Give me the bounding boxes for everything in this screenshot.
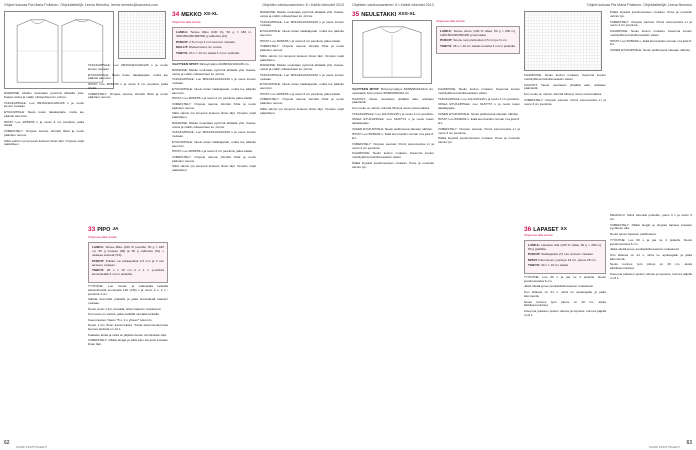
mekko-variant: XS-XL [203, 12, 218, 18]
pipo-title [88, 226, 168, 234]
nt-p-3: TAKAKAPPALE: Luo 121/133/145 s ja neulo 4 cm joustinta. [352, 111, 434, 116]
lapaset-mitat: Kämmenen ympärys 19 cm, pituus 25 cm. [538, 257, 597, 262]
nt-p-9: Päätä löysästi joustinneuleen mukaan. Pese ja muotoile valmis työ. [352, 160, 434, 169]
lap-c2-8: Kavenna jokaisen puikon alussa ja lopussa, kunnes jäljellä on 8 s. [610, 271, 692, 280]
left-col-2 [88, 64, 168, 222]
left-page-number: 62 [4, 440, 10, 446]
mekko-rakenne-text: RAKENNE: Mekko neulotaan pyörönä alhaalta ylös. Kaava-ositus ja mallin mittasuhteet ks. piirros. [4, 92, 84, 99]
mekko-p-11: VIIMEISTELY: Ompele sauma, kiinnitä hihat ja neulo pääntien reunus. [172, 154, 256, 163]
mekko-c4-8: TAKAKAPPALE: Luo 98/104/110/120/128 s ja neulo kuvion mukaan. [260, 72, 344, 81]
lap-p-3: Kun kiilassa on 21 s, siirrä ne apulangalle ja jatka kämmentä. [524, 290, 606, 298]
lapaset-variant: XX [560, 227, 567, 233]
nt-c2-5: HIHAT: Luo 56/60/64 s, lisää kummankin reunan s:ia joka 8. krs. [438, 117, 520, 126]
mekko-silita-text: Silitä valmis työ kevyesti kostean liinan läpi. Ompele napit paikoilleen. [4, 138, 84, 147]
mekko-p-3: ETUKAPPALE: Neulo kuten takakappale, mutta tee pääntie aiemmin. [172, 86, 256, 95]
pipo-paragraph-7: Katkaise lanka ja vedä se jäljellä olevien silmukoiden läpi. [88, 332, 167, 337]
lap-c2-3: Neulo toinen lapanen peilikuvana. [610, 232, 657, 236]
mekko-section: 34 MEKKO XS-XL Ohjekuva tältä sivulta LANKA: Tentee Miko (100 %), 50 g = 180 m, 300/350/400/450/500 g valkoista (01). PUIKOT: 2,5 mm ja 3 mm tai koon mukaan. MALLIT: Rivikerrokset, ks. kuviot. TIHEYS: 23 s = 10 cm sileää 3 mm:n puikoilla. VAATTEEN MITAT: Rintaympärys 82/88/94/100/108 cm. RAKENNE: Mekko neulotaan pyörönä alhaalta ylös. Kaava-ositus ja mallin mittasuhteet ks. piirros. TAKAKAPPALE: Luo 98/104/110/120/128 s ja neulo kuvion mukaan. ETUKAPPALE: Neulo kuten takakappale, mutta tee pääntie aiemmin. HIHAT: Luo 48/52/56 s ja neulo 6 cm joustinta, jatka sileää. VIIMEISTELY: Ompele sauma, kiinnitä hihat ja neulo pääntien reunus. Silitä valmis työ kevyesti kostean liinan läpi. Ompele napit paikoilleen. RAKENNE: Mekko neulotaan pyörönä alhaalta ylös. Kaava-ositus ja mallin mittasuhteet ks. piirros. TAKAKAPPALE: Luo 98/104/110/120/128 s ja neulo kuvion mukaan. ETUKAPPALE: Neulo kuten takakappale, mutta tee pääntie aiemmin. HIHAT: Luo 48/52/56 s ja neulo 6 cm joustinta, jatka sileää. VIIMEISTELY: Ompele sauma, kiinnitä hihat ja neulo pääntien reunus. Silitä valmis työ kevyesti kostean liinan läpi. Ompele napit paikoilleen. [172, 11, 256, 173]
pipo-paragraph-5: Kavennukset: Neulo *8 s, 2 o yhteen* koko krs. [88, 317, 153, 322]
mekko-label: Ohjekuva tältä sivulta [172, 20, 201, 25]
pipo-paragraph-8: VIIMEISTELY: Päätä langat ja silitä pipo kevyesti kostean liinan läpi. [88, 338, 168, 347]
lap-c2-6: Kun kiilassa on 21 s, siirrä ne apulangalle ja jatka kämmentä. [610, 252, 692, 261]
neuletakki-number: 35 [352, 11, 360, 18]
lap-p-1: TYÖOHJE: Luo 60 s ja jaa ne 4 puikolle. Neulo joustinneuletta 6 cm. [524, 274, 606, 283]
neuletakki-label: Ohjekuva tältä sivulta [436, 20, 465, 23]
right-col-2 [438, 88, 520, 438]
left-header-right: Ohjeiden valokuvaaminen: 8 • Kaikki oikeudet 2013 [262, 3, 344, 7]
yoke-chart-diagram [524, 11, 602, 71]
lap-c2-7: Neulo kunnes työn pituus on 20 cm, aloita kärkikavennukset. [610, 262, 692, 271]
nt-c2-7: Päätä löysästi joustinneuleen mukaan. Pese ja muotoile valmis työ. [438, 136, 520, 145]
nt-p-1: KAAVIOT: Neule neulotaan ylhäältä alas, aloittaen pääntieltä. [352, 96, 434, 105]
left-footer [0, 440, 348, 450]
pipo-paragraph-1: TYÖOHJE: Luo musta- ja valkoisalla lankalla kaksivärisellä luomisella 120 (136) s ja neulo 2 o, 2 n -joustinta 4 cm. [88, 283, 168, 296]
lapaset-lanka: Lankava Ulla (100 % villaa, 50 g = 200 m), 50 g grafiittia. [528, 242, 602, 251]
neuletakki-lanka: Tentee Verso (100 % villaa, 50 g = 200 m), 100/150/200/250/300 g harmaata. [440, 28, 517, 37]
pipo-paragraph-3: Neulo ensin 1 krs mustalla, sitten kaavion mukaisesti. [88, 306, 162, 311]
lap-p-4: Neulo kunnes työn pituus on 20 cm, aloita kärkikavennukset. [524, 299, 606, 308]
right-col-3 [524, 74, 606, 224]
lapaset-title-text: LAPASET [533, 226, 559, 233]
nt-p-2: Kun neule on valmis, kiinnitä hihat ja neulo etureunalista. [352, 106, 430, 110]
neuletakki-tiheys: 28 s = 10 cm sileää neuletta 3 mm:n puikoilla. [453, 43, 516, 48]
mekko-c4-7: RAKENNE: Mekko neulotaan pyörönä alhaalta ylös. Kaava-ositus ja mallin mittasuhteet ks. piirros. [260, 63, 344, 71]
mekko-p-6: Silitä valmis työ kevyesti kostean liinan läpi. Ompele napit paikoilleen. [172, 111, 256, 120]
mekko-mallit: Rivikerrokset, ks. kuviot. [188, 45, 223, 50]
neuletakki-info-box: LANKA: Tentee Verso (100 % villaa, 50 g = 200 m), 100/150/200/250/300 g harmaata. PUIKOT: Suora- tai pyöröpuikot 2,5 mm ja 3 mm. TIHEYS: 28 s = 10 cm sileää neuletta 3 mm:n puikoilla. [436, 26, 520, 55]
nt-c3-2: KAAVIOT: Neule neulotaan ylhäältä alas, aloittaen pääntieltä. [524, 82, 606, 91]
nt-c4-4: HIHAT: Luo 56/60/64 s, lisää kummankin reunan s:ia joka 8. krs. [610, 38, 692, 47]
mekko-c4-9: ETUKAPPALE: Neulo kuten takakappale, mutta tee pääntie aiemmin. [260, 82, 344, 90]
left-footer-label: SUURI KÄSITYÖLEHTI [16, 446, 47, 449]
nt-c3-4: VIIMEISTELY: Ompele saumat. Poimi etureunoista s:t ja neulo 3 cm joustinta. [524, 97, 606, 106]
mekko-viimeistely-text: VIIMEISTELY: Ompele sauma, kiinnitä hihat ja neulo pääntien reunus. [4, 129, 84, 137]
mekko-p-7: RAKENNE: Mekko neulotaan pyörönä alhaalta ylös. Kaava-ositus ja mallin mittasuhteet ks. piirros. [172, 120, 256, 129]
right-page [348, 0, 696, 450]
left-page-header [0, 1, 348, 9]
pipo-number: 33 [88, 226, 96, 233]
pipo-paragraph-6: Neulo 1 krs ilman kavennuksia. Toista kavennuskerrosta kunnes puikolla on 12 s. [88, 323, 168, 332]
pipo-variant: JA [112, 227, 119, 233]
mekko-c4-12: Silitä valmis työ kevyesti kostean liinan läpi. Ompele napit paikoilleen. [260, 106, 344, 115]
right-col-4 [610, 11, 692, 211]
mekko-p-10: HIHAT: Luo 48/52/56 s ja neulo 6 cm joustinta, jatka sileää. [172, 149, 253, 154]
mekko-p-4: HIHAT: Luo 48/52/56 s ja neulo 6 cm joustinta, jatka sileää. [172, 96, 253, 101]
neuletakki-puikot: Suora- tai pyöröpuikot 2,5 mm ja 3 mm. [453, 38, 508, 43]
mekko-puikot: 2,5 mm ja 3 mm tai koon mukaan. [189, 39, 236, 44]
nt-c2-3: OIKEA ETUKAPPALE: Luo 61/67/73 s ja neulo kuten takakappale. [438, 102, 520, 110]
mekko-title [172, 11, 256, 19]
pipo-puikot: Puikko- tai sukkapuikot 2,5 mm ja 3 mm tai koon mukaan. [92, 258, 164, 267]
mekko-p-12: Silitä valmis työ kevyesti kostean liinan läpi. Ompele napit paikoilleen. [172, 164, 256, 173]
pipo-label: Ohjekuva tältä sivulta [88, 235, 117, 240]
mekko-repeat-1: TAKAKAPPALE: Luo 98/104/110/120/128 s ja neulo kuvion mukaan. [88, 64, 168, 71]
nt-c4-3: KAARROKE: Neulo kuvion mukaan. Kavenna kuvion merkityillä kerroksilla tasaisin välein. [610, 29, 692, 37]
mekko-p-5: VIIMEISTELY: Ompele sauma, kiinnitä hihat ja neulo pääntien reunus. [172, 101, 256, 110]
nt-c3-1: KAARROKE: Neulo kuvion mukaan. Kavenna kuvion merkityillä kerroksilla tasaisin välein. [524, 74, 606, 81]
lap-c2-5: Jatka sileää ja tee peukalokiila kaavion mukaisesti. [610, 247, 680, 252]
nt-c4-5: VASEN ETUKAPPALE: Neulo peilikuvana oikeaan nähden. [610, 48, 692, 52]
lapaset-info-box: LANKA: Lankava Ulla (100 % villaa, 50 g = 200 m), 50 g grafiittia. PUIKOT: Sukkapuikot 2,5 mm tai koon mukaan. MITAT: Kämmenen ympärys 19 cm, pituus 25 cm. TIHEYS: 30 s = 10 cm sileää. [524, 240, 606, 274]
lapaset-number: 36 [524, 226, 532, 233]
nt-p-5: VASEN ETUKAPPALE: Neulo peilikuvana oikeaan nähden. [352, 126, 434, 131]
neuletakki-mitat: Rinnanympärys 84/88/96/104/112 cm, neuletakin koko pituus 56/58/60/62/64 cm. [352, 88, 434, 95]
nt-p-7: VIIMEISTELY: Ompele saumat. Poimi etureunoista s:t ja neulo 3 cm joustinta. [352, 141, 434, 150]
nt-c2-4: VASEN ETUKAPPALE: Neulo peilikuvana oikeaan nähden. [438, 111, 520, 116]
mekko-repeat-3: HIHAT: Luo 48/52/56 s ja neulo 6 cm joustinta, jatka sileää. [88, 82, 168, 90]
neuletakki-info [436, 20, 520, 84]
lap-c2-2: VIIMEISTELY: Päätä langat ja pingota lapaset kostean pyyhkeen alla. [610, 222, 692, 231]
mekko-p-9: ETUKAPPALE: Neulo kuten takakappale, mutta tee pääntie aiemmin. [172, 139, 256, 148]
pipo-tiheys: 28 s = 10 cm 2 o 1 n -joustinta kuviosileällä 3 mm:n puikoilla. [92, 268, 164, 277]
lap-p-5: Kavenna jokaisen puikon alussa ja lopussa, kunnes jäljellä on 8 s. [524, 309, 606, 317]
neuletakki-title-text: NEULETAKKI [361, 11, 397, 18]
mekko-etukappale-text: ETUKAPPALE: Neulo kuten takakappale, mutta tee pääntie aiemmin. [4, 110, 84, 118]
right-page-number: 63 [686, 440, 692, 446]
pipo-paragraph-2: Vaihda isommille puikoille ja jatka kuviosileää kaavion mukaan. [88, 297, 168, 305]
mekko-c4-6: Silitä valmis työ kevyesti kostean liinan läpi. Ompele napit paikoilleen. [260, 53, 344, 62]
right-page-header [348, 1, 696, 9]
pipo-paragraph-4: Kun kuvio on valmis, jatka pelkällä mustalla lankalla. [88, 312, 160, 317]
left-col-4 [260, 11, 344, 438]
mekko-repeat-2: ETUKAPPALE: Neulo kuten takakappale, mutta tee pääntie aiemmin. [88, 72, 168, 81]
right-header-right: Ohjeet kokoaa Pia Maria Pollanen. Ohjekäsittelijä: Leena Nemeko [586, 3, 692, 7]
right-header-left: Ohjeiden valokuvaaminen: 8 • Kaikki oikeudet 2013 [352, 3, 434, 7]
nt-p-8: KAARROKE: Neulo kuvion mukaan. Kavenna kuvion merkityillä kerroksilla tasaisin välein. [352, 151, 434, 160]
lapaset-col-2 [610, 214, 692, 438]
pipo-info-box: LANKA: Tentee Miko (100 % puuvilla, 50 g = 180 m), 50 g mustaa (99) ja 50 g valkoista (01) + vaaleaa sininetä (XS). PUIKOT: Puikko- tai sukkapuikot 2,5 mm ja 3 mm tai koon mukaan. TIHEYS: 28 s = 10 cm 2 o 1 n -joustinta kuviosileällä 3 mm:n puikoilla. [88, 242, 168, 282]
mekko-number: 34 [172, 11, 180, 18]
right-footer-label: SUURI KÄSITYÖLEHTI [649, 446, 680, 449]
lapaset-label: Ohjekuva tältä sivulta [524, 234, 553, 237]
lapaset-tiheys: 30 s = 10 cm sileää. [541, 263, 569, 268]
lapaset-col-1 [524, 234, 606, 438]
nt-c4-1: Päätä löysästi joustinneuleen mukaan. Pese ja muotoile valmis työ. [610, 11, 692, 18]
mekko-lanka: Tentee Miko (100 %), 50 g = 180 m, 300/350/400/450/500 g valkoista (01). [176, 30, 252, 39]
neuletakki-variant: XXS-XL [398, 12, 416, 18]
mekko-p-8: TAKAKAPPALE: Luo 98/104/110/120/128 s ja neulo kuvion mukaan. [172, 130, 256, 139]
mekko-c4-1: RAKENNE: Mekko neulotaan pyörönä alhaalta ylös. Kaava-ositus ja mallin mittasuhteet ks. piirros. [260, 11, 344, 18]
pipo-section [88, 226, 168, 438]
nt-c4-2: VIIMEISTELY: Ompele saumat. Poimi etureunoista s:t ja neulo 3 cm joustinta. [610, 19, 692, 28]
neuletakki-title [352, 11, 522, 19]
mekko-mitat: Rintaympärys 82/88/94/100/108 cm. [199, 62, 250, 67]
mekko-takakappale-text: TAKAKAPPALE: Luo 98/104/110/120/128 s ja neulo kuvion mukaan. [4, 100, 84, 109]
lap-p-2: Jatka sileää ja tee peukalokiila kaavion mukaisesti. [524, 284, 594, 289]
mekko-hihat-text: HIHAT: Luo 48/52/56 s ja neulo 6 cm joustinta, jatka sileää. [4, 119, 84, 128]
pipo-lanka: Tentee Miko (100 % puuvilla, 50 g = 180 m), 50 g mustaa (99) ja 50 g valkoista (01) + vaaleaa sininetä (XS). [92, 245, 165, 258]
lapaset-puikot: Sukkapuikot 2,5 mm tai koon mukaan. [541, 252, 594, 257]
mekko-repeat-4: VIIMEISTELY: Ompele sauma, kiinnitä hihat ja neulo pääntien reunus. [88, 91, 168, 100]
mekko-c4-10: HIHAT: Luo 48/52/56 s ja neulo 6 cm joustinta, jatka sileää. [260, 91, 341, 96]
pattern-chart-diagram [118, 11, 166, 59]
mekko-c4-3: ETUKAPPALE: Neulo kuten takakappale, mutta tee pääntie aiemmin. [260, 29, 344, 37]
mekko-tiheys: 23 s = 10 cm sileää 3 mm:n puikoilla. [189, 50, 240, 55]
lap-c2-1: PEUKALO: Siirrä silmukat puikoille, poimi 3 s ja neulo 5 cm. [610, 214, 692, 221]
mekko-p-1: RAKENNE: Mekko neulotaan pyörönä alhaalta ylös. Kaava-ositus ja mallin mittasuhteet ks. piirros. [172, 67, 256, 76]
mekko-p-2: TAKAKAPPALE: Luo 98/104/110/120/128 s ja neulo kuvion mukaan. [172, 77, 256, 86]
nt-p-4: OIKEA ETUKAPPALE: Luo 61/67/73 s ja neulo kuten takakappale. [352, 117, 434, 126]
pipo-title-text: PIPO [97, 226, 111, 233]
left-header-left: Ohjeet kokoaa Pia Maria Pollanen. Ohjekäsittelijä: Leena Nemeko, leena.nemeko@sanoma.com [4, 3, 158, 7]
mekko-c4-11: VIIMEISTELY: Ompele sauma, kiinnitä hihat ja neulo pääntien reunus. [260, 97, 344, 106]
mekko-c4-5: VIIMEISTELY: Ompele sauma, kiinnitä hihat ja neulo pääntien reunus. [260, 44, 344, 52]
right-col-1: VAATTEEN MITAT: Rinnanympärys 84/88/96/104/112 cm, neuletakin koko pituus 56/58/60/62/64 cm. KAAVIOT: Neule neulotaan ylhäältä alas, aloittaen pääntieltä. Kun neule on valmis, kiinnitä hihat ja neulo etureunalista. TAKAKAPPALE: Luo 121/133/145 s ja neulo 4 cm joustinta. OIKEA ETUKAPPALE: Luo 61/67/73 s ja neulo kuten takakappale. VASEN ETUKAPPALE: Neulo peilikuvana oikeaan nähden. HIHAT: Luo 56/60/64 s, lisää kummankin reunan s:ia joka 8. krs. VIIMEISTELY: Ompele saumat. Poimi etureunoista s:t ja neulo 3 cm joustinta. KAARROKE: Neulo kuvion mukaan. Kavenna kuvion merkityillä kerroksilla tasaisin välein. Päätä löysästi joustinneuleen mukaan. Pese ja muotoile valmis työ. [352, 88, 434, 169]
cardigan-schematic-diagram [352, 20, 432, 84]
mekko-info-box: LANKA: Tentee Miko (100 %), 50 g = 180 m, 300/350/400/450/500 g valkoista (01). PUIKOT: 2,5 mm ja 3 mm tai koon mukaan. MALLIT: Rivikerrokset, ks. kuviot. TIHEYS: 23 s = 10 cm sileää 3 mm:n puikoilla. [172, 27, 256, 61]
right-footer [348, 440, 696, 450]
nt-c2-6: VIIMEISTELY: Ompele saumat. Poimi etureunoista s:t ja neulo 3 cm joustinta. [438, 126, 520, 135]
nt-c3-3: Kun neule on valmis, kiinnitä hihat ja neulo etureunalista. [524, 92, 602, 96]
nt-c2-2: TAKAKAPPALE: Luo 121/133/145 s ja neulo 4 cm joustinta. [438, 96, 520, 101]
mekko-c4-4: HIHAT: Luo 48/52/56 s ja neulo 6 cm joustinta, jatka sileää. [260, 38, 341, 43]
lap-c2-4: TYÖOHJE: Luo 60 s ja jaa ne 4 puikolle. Neulo joustinneuletta 6 cm. [610, 237, 692, 246]
nt-p-6: HIHAT: Luo 56/60/64 s, lisää kummankin reunan s:ia joka 8. krs. [352, 132, 434, 141]
mekko-c4-2: TAKAKAPPALE: Luo 98/104/110/120/128 s ja neulo kuvion mukaan. [260, 19, 344, 28]
nt-c2-1: KAARROKE: Neulo kuvion mukaan. Kavenna kuvion merkityillä kerroksilla tasaisin välein. [438, 88, 520, 95]
left-col-1 [4, 92, 84, 438]
mekko-title-text: MEKKO [181, 11, 202, 18]
